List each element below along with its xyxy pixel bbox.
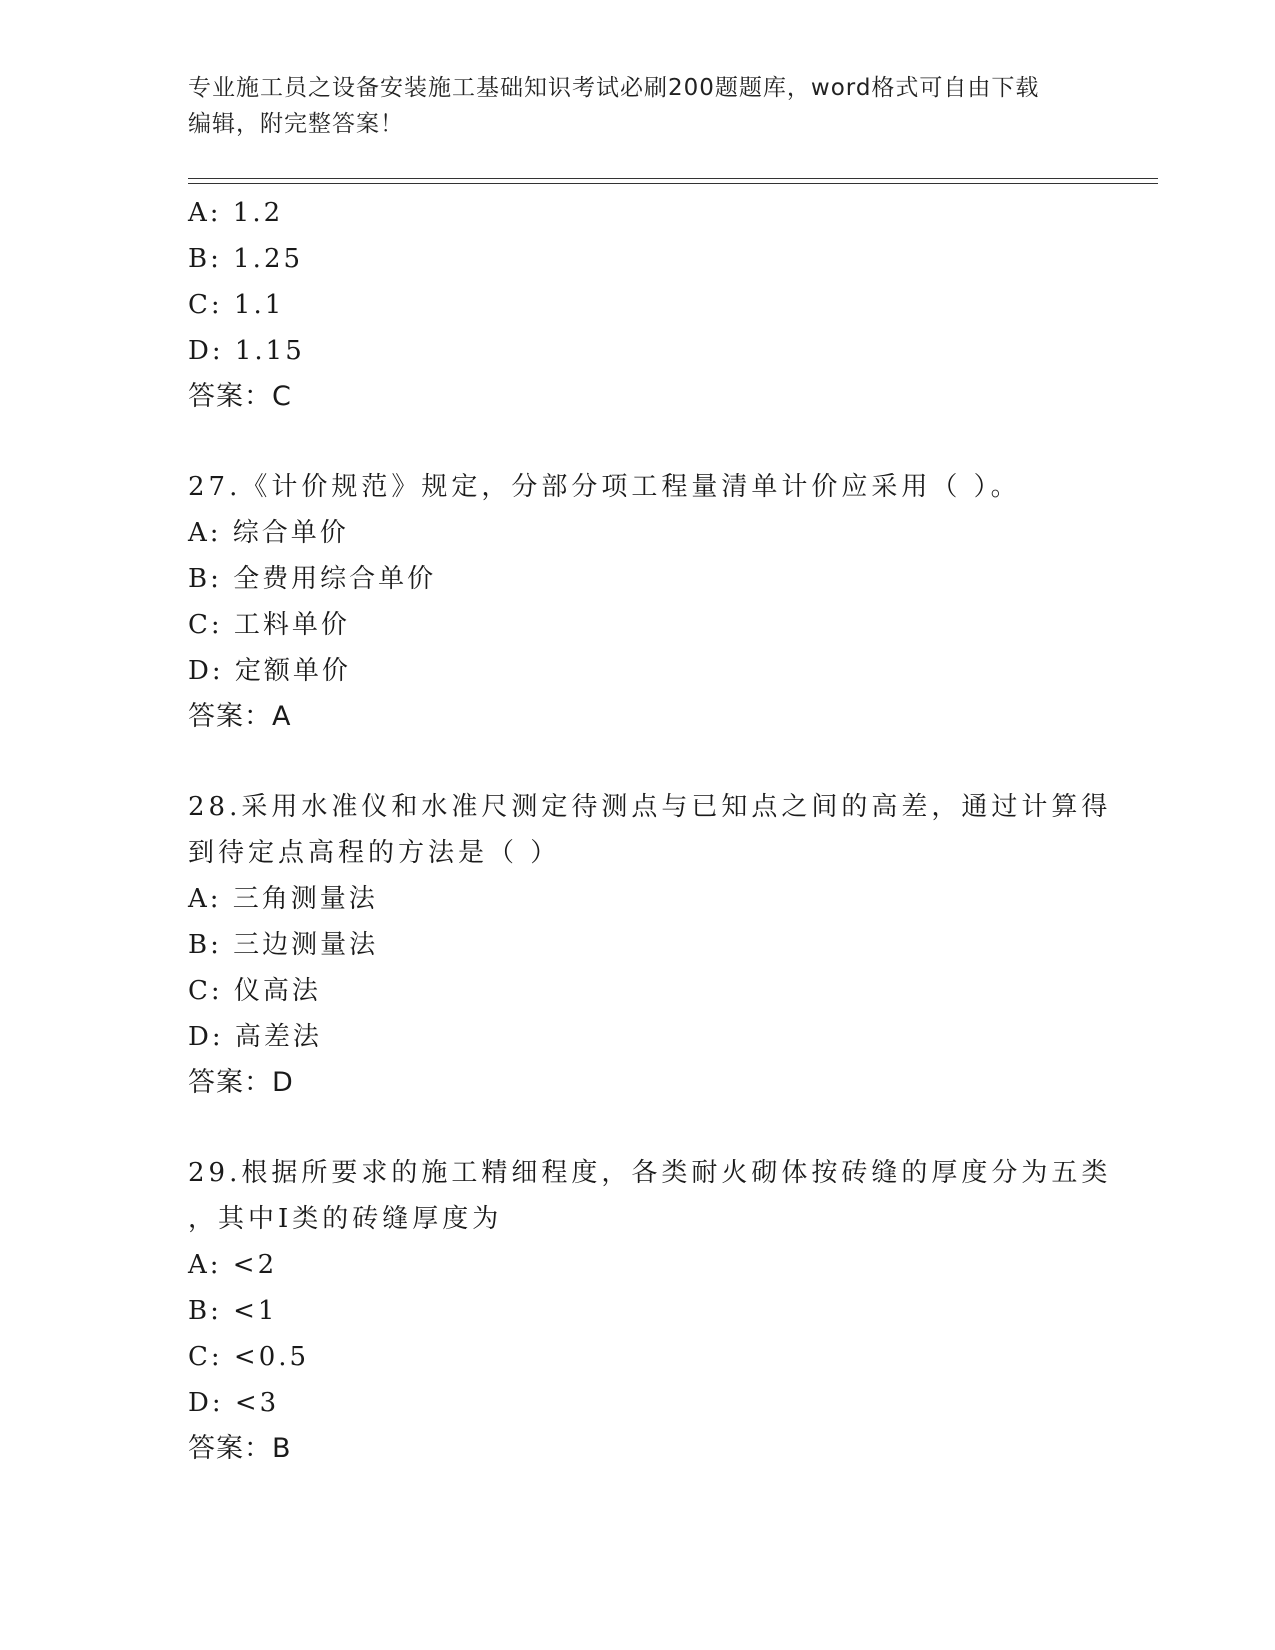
answer: 答案：D bbox=[188, 1067, 294, 1098]
header-rule-top bbox=[188, 178, 1158, 179]
spacer bbox=[188, 1106, 1088, 1150]
page-header bbox=[188, 70, 1088, 142]
option-b: B: 全费用综合单价 bbox=[188, 564, 437, 594]
question-stem-continued: 到待定点高程的方法是（ ） bbox=[188, 838, 561, 868]
answer: 答案：C bbox=[188, 381, 292, 412]
option-a: A: 综合单价 bbox=[188, 518, 349, 548]
option-b: B: 三边测量法 bbox=[188, 930, 379, 960]
question-list bbox=[188, 190, 1112, 1472]
question-stem: 29.根据所要求的施工精细程度，各类耐火砌体按砖缝的厚度分为五类 bbox=[188, 1158, 1112, 1188]
question-29 bbox=[188, 1150, 1112, 1472]
option-a: A: 三角测量法 bbox=[188, 884, 378, 914]
option-c: C: 1.1 bbox=[188, 290, 285, 320]
question-27 bbox=[188, 464, 1088, 740]
question-28 bbox=[188, 784, 1112, 1106]
option-a: A: <2 bbox=[188, 1250, 278, 1280]
header-line-2: 编辑，附完整答案！ bbox=[188, 111, 404, 137]
question-stem: 28.采用水准仪和水准尺测定待测点与已知点之间的高差，通过计算得 bbox=[188, 792, 1112, 822]
option-c: C: 工料单价 bbox=[188, 610, 350, 640]
spacer bbox=[188, 740, 1088, 784]
question-stem-continued: ，其中Ⅰ类的砖缝厚度为 bbox=[188, 1204, 503, 1234]
question-26 bbox=[188, 190, 1088, 420]
option-d: D: 定额单价 bbox=[188, 656, 351, 686]
option-d: D: 高差法 bbox=[188, 1022, 322, 1052]
option-a: A: 1.2 bbox=[188, 198, 284, 228]
spacer bbox=[188, 420, 1088, 464]
option-d: D: 1.15 bbox=[188, 336, 305, 366]
option-c: C: 仪高法 bbox=[188, 976, 321, 1006]
option-d: D: <3 bbox=[188, 1388, 280, 1418]
option-b: B: <1 bbox=[188, 1296, 278, 1326]
answer: 答案：B bbox=[188, 1433, 292, 1464]
answer: 答案：A bbox=[188, 701, 292, 732]
option-c: C: <0.5 bbox=[188, 1342, 310, 1372]
option-b: B: 1.25 bbox=[188, 244, 304, 274]
question-stem: 27.《计价规范》规定，分部分项工程量清单计价应采用（ ）。 bbox=[188, 472, 1021, 502]
header-rule-bottom bbox=[188, 183, 1158, 184]
header-line-1: 专业施工员之设备安装施工基础知识考试必刷200题题库，word格式可自由下载 bbox=[188, 75, 1040, 101]
